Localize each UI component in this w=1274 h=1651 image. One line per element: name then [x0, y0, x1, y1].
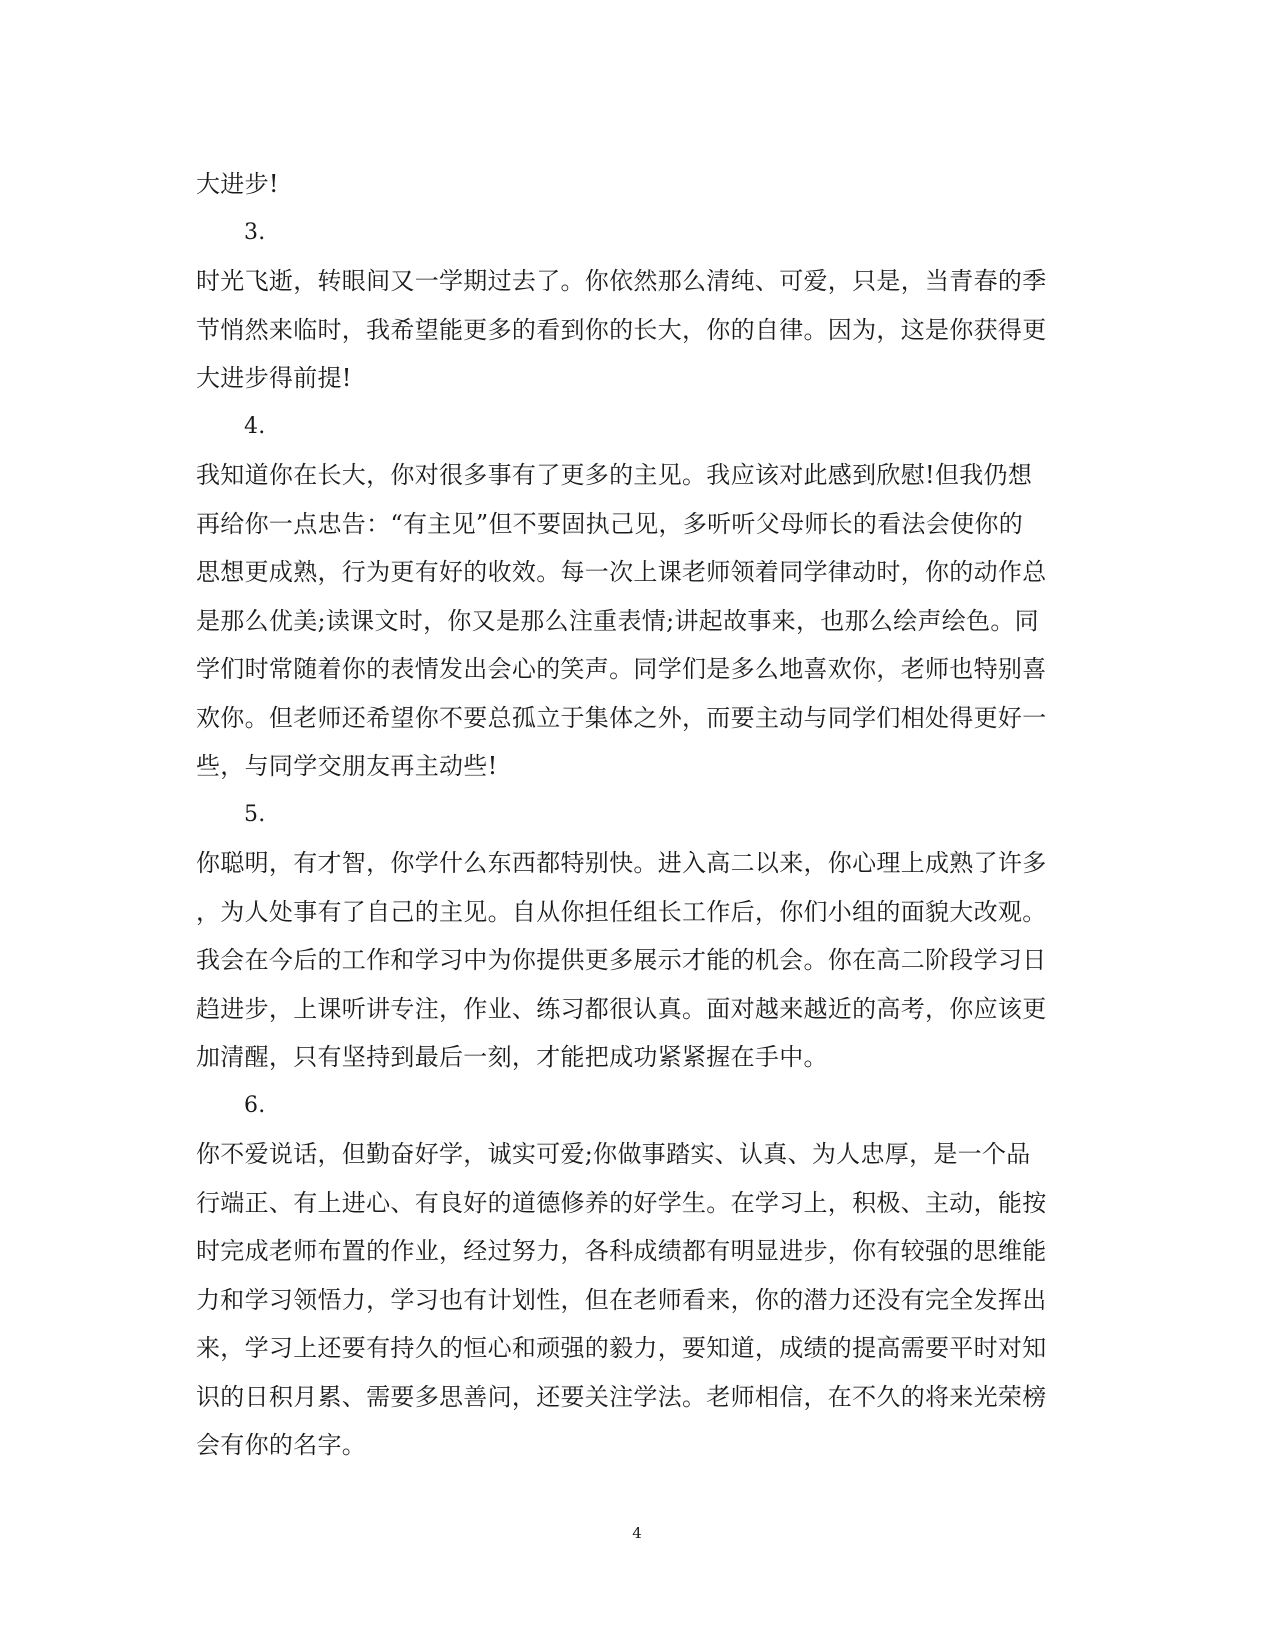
- text-line: 力和学习领悟力，学习也有计划性，但在老师看来，你的潜力还没有完全发挥出: [196, 1285, 1047, 1314]
- item-number: 5.: [244, 801, 266, 827]
- document-body: [196, 160, 1076, 1470]
- text-line: 我知道你在长大，你对很多事有了更多的主见。我应该对此感到欣慰!但我仍想: [196, 461, 1033, 489]
- text-line: 时完成老师布置的作业，经过努力，各科成绩都有明显进步，你有较强的思维能: [196, 1237, 1047, 1265]
- text-line: 会有你的名字。: [196, 1431, 367, 1459]
- item-number: 3.: [244, 219, 266, 245]
- text-line: 学们时常随着你的表情发出会心的笑声。同学们是多么地喜欢你，老师也特别喜: [196, 655, 1047, 683]
- text-line: 你聪明，有才智，你学什么东西都特别快。进入高二以来，你心理上成熟了许多: [196, 849, 1047, 877]
- page-number: 4: [632, 1524, 642, 1542]
- text-line: 欢你。但老师还希望你不要总孤立于集体之外，而要主动与同学们相处得更好一: [196, 703, 1047, 732]
- text-line: 大进步!: [196, 170, 279, 198]
- text-line: 节悄然来临时，我希望能更多的看到你的长大，你的自律。因为，这是你获得更: [196, 315, 1047, 344]
- text-line: 你不爱说话，但勤奋好学，诚实可爱;你做事踏实、认真、为人忠厚，是一个品: [196, 1140, 1031, 1168]
- text-line: 思想更成熟，行为更有好的收效。每一次上课老师领着同学律动时，你的动作总: [196, 558, 1047, 586]
- text-line: 些，与同学交朋友再主动些!: [196, 752, 498, 780]
- item-number: 6.: [244, 1092, 266, 1118]
- text-line: 是那么优美;读课文时，你又是那么注重表情;讲起故事来，也那么绘声绘色。同: [196, 606, 1039, 635]
- text-line: 我会在今后的工作和学习中为你提供更多展示才能的机会。你在高二阶段学习日: [196, 946, 1047, 974]
- text-line: 时光飞逝，转眼间又一学期过去了。你依然那么清纯、可爱，只是，当青春的季: [196, 267, 1047, 295]
- text-line: ，为人处事有了自己的主见。自从你担任组长工作后，你们小组的面貌大改观。: [196, 897, 1047, 926]
- text-line: 来，学习上还要有持久的恒心和顽强的毅力，要知道，成绩的提高需要平时对知: [196, 1334, 1047, 1362]
- text-line: 再给你一点忠告：“有主见”但不要固执己见，多听听父母师长的看法会使你的: [196, 509, 1024, 538]
- item-number: 4.: [244, 413, 266, 439]
- text-line: 趋进步，上课听讲专注，作业、练习都很认真。面对越来越近的高考，你应该更: [196, 994, 1047, 1023]
- text-line: 行端正、有上进心、有良好的道德修养的好学生。在学习上，积极、主动，能按: [196, 1188, 1047, 1217]
- text-line: 加清醒，只有坚持到最后一刻，才能把成功紧紧握在手中。: [196, 1043, 828, 1071]
- text-line: 识的日积月累、需要多思善问，还要关注学法。老师相信，在不久的将来光荣榜: [196, 1382, 1047, 1411]
- text-line: 大进步得前提!: [196, 364, 352, 392]
